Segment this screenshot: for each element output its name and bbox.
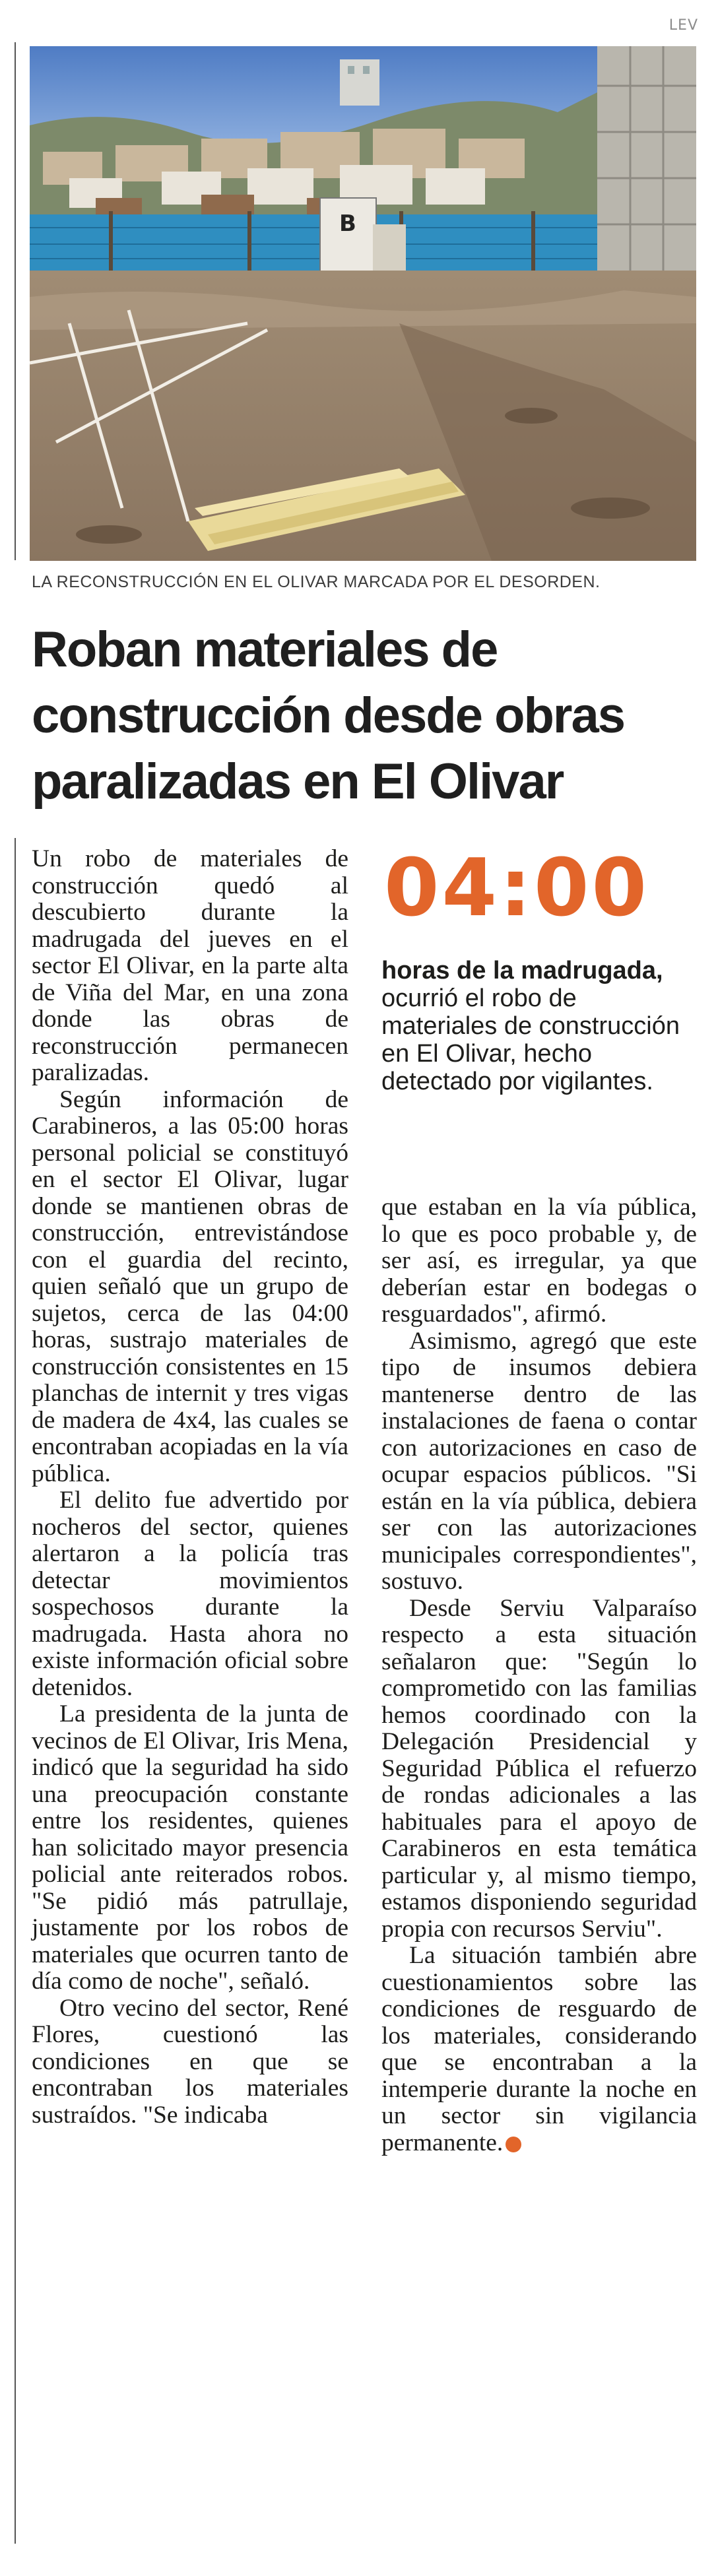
- column-rule: [15, 42, 16, 560]
- article-paragraph: Desde Serviu Valparaíso respecto a esta situación señalaron que: "Según lo comprometido con las familias hemos coordinado con la Delegación Presidencial y Seguridad Pública el refuerzo de rondas adicionales a las habituales para el apoyo de Carabineros en esta temática particular y, al mismo tiempo, estamos disponiendo seguridad propia con recursos Serviu".: [381, 1594, 697, 1943]
- column-rule: [15, 838, 16, 2544]
- article-photo: [30, 46, 696, 561]
- highlight-box: [381, 843, 698, 1095]
- highlight-text: [381, 957, 698, 1095]
- article-paragraph: El delito fue advertido por nocheros del sector, quienes alertaron a la policía tras detectar movimientos sospechosos durante la madrugada. Hasta ahora no existe información oficial sobre detenidos.: [32, 1487, 348, 1701]
- photo-caption: LA RECONSTRUCCIÓN EN EL OLIVAR MARCADA POR EL DESORDEN.: [32, 573, 601, 591]
- article-paragraph: Otro vecino del sector, René Flores, cuestionó las condiciones en que se encontraban los materiales sustraídos. "Se indicaba: [32, 1994, 348, 2129]
- highlight-lead: horas de la madrugada,: [381, 957, 663, 984]
- article-paragraph: La presidenta de la junta de vecinos de El Olivar, Iris Mena, indicó que la seguridad ha sido una preocupación constante entre los residentes, quienes han solicitado mayor presencia policial ante reiterados robos. "Se pidió más patrullaje, justamente por los robos de materiales que ocurren tanto de día como de noche", señaló.: [32, 1700, 348, 1995]
- article-column-2: [381, 1194, 697, 2156]
- article-paragraph: [381, 1943, 697, 2156]
- article-paragraph: Un robo de materiales de construcción quedó al descubierto durante la madrugada del jueves en el sector El Olivar, en la parte alta de Viña del Mar, en una zona donde las obras de reconstrucción permanecen paralizadas.: [32, 845, 348, 1086]
- article-paragraph-text: La situación también abre cuestionamientos sobre las condiciones de resguardo de los materiales, considerando que se encontraban a la intemperie durante la noche en un sector sin vigilancia permanente.: [381, 1942, 697, 2156]
- highlight-body: ocurrió el robo de materiales de construcción en El Olivar, hecho detectado por vigilantes.: [381, 984, 680, 1095]
- article-paragraph: que estaban en la vía pública, lo que es poco probable y, de ser así, es irregular, ya que deberían estar en bodegas o resguardados", afirmó.: [381, 1194, 697, 1328]
- end-of-article-icon: ✪: [506, 2137, 521, 2152]
- svg-text:B: B: [339, 210, 356, 237]
- article-headline: Roban materiales de construcción desde obras paralizadas en El Olivar: [32, 622, 625, 810]
- article-paragraph: Asimismo, agregó que este tipo de insumos debiera mantenerse dentro de las instalaciones de faena o contar con autorizaciones en caso de ocupar espacios públicos. "Si están en la vía pública, debiera ser con las autorizaciones municipales correspondientes", sostuvo.: [381, 1327, 697, 1595]
- article-paragraph: Según información de Carabineros, a las 05:00 horas personal policial se constituyó en el sector El Olivar, lugar donde se mantienen obras de construcción, entrevistándose con el guardia del recinto, quien señaló que un grupo de sujetos, cerca de las 04:00 horas, sustrajo materiales de construcción consistentes en 15 planchas de internit y tres vigas de madera de 4x4, las cuales se encontraban acopiadas en la vía pública.: [32, 1085, 348, 1487]
- article-column-1: [32, 846, 348, 2129]
- highlight-number: 04:00: [384, 843, 649, 934]
- section-tag: LEV: [669, 17, 698, 34]
